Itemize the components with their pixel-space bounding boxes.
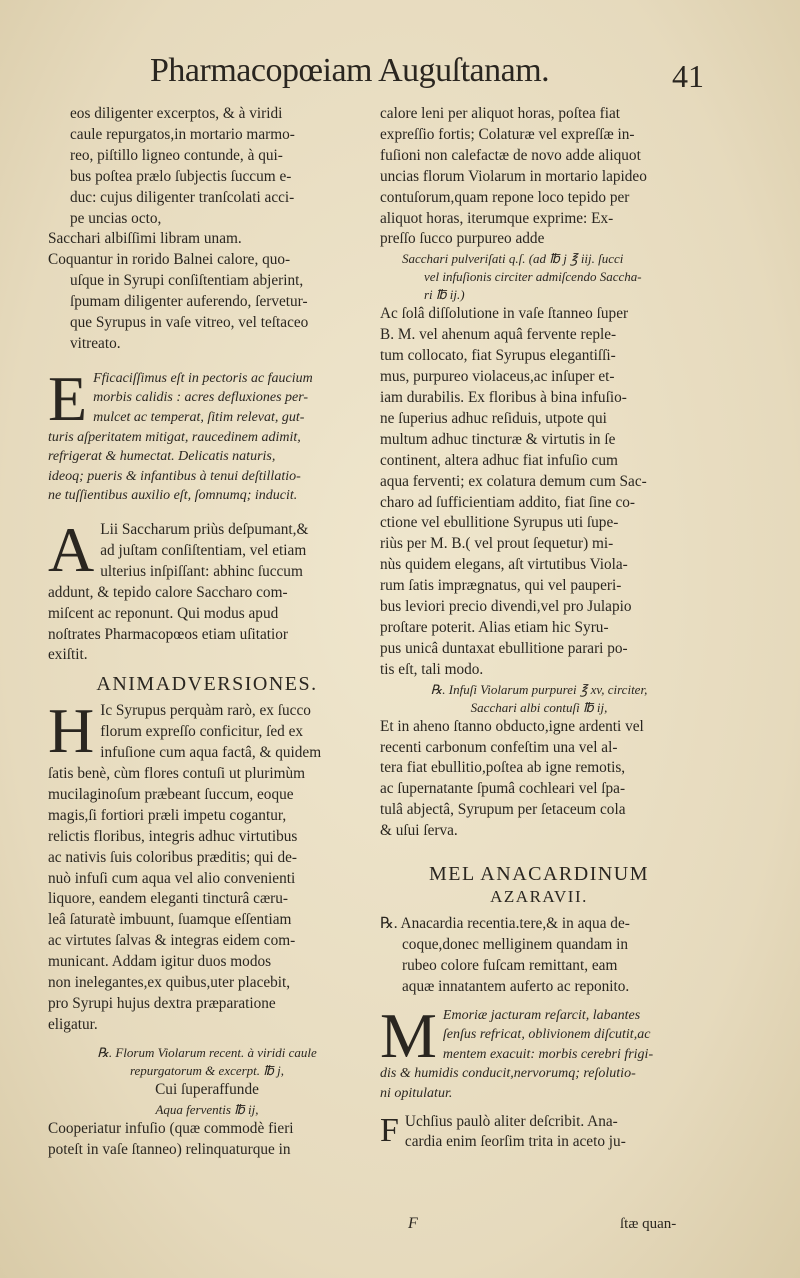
text-line: rum ſatis imprægnatus, qui vel pauperi-	[380, 577, 622, 595]
text-line: Ac ſolâ diſſolutione in vaſe ſtanneo ſuper	[380, 305, 629, 323]
paragraph	[380, 914, 698, 998]
text-line: reo, piſtillo ligneo contunde, à qui-	[70, 146, 283, 164]
text-line: que Syrupus in vaſe vitreo, vel teſtaceo	[70, 314, 309, 332]
running-head: Pharmacopœiam Auguſtanam.	[150, 52, 550, 89]
text-line: B. M. vel ahenum aquâ fervente reple-	[380, 326, 617, 344]
text-line: multum adhuc tincturæ & virtutis in ſe	[380, 430, 616, 448]
text-line: rubeo colore fuſcam remittant, eam	[402, 956, 618, 974]
text-line: Uchſius paulò aliter deſcribit. Ana-	[404, 1112, 618, 1130]
left-column	[48, 104, 366, 1161]
paragraph	[48, 695, 366, 1036]
text-line: uncias florum Violarum in mortario lapideo	[380, 167, 647, 185]
text-line: iam durabilis. Ex floribus à bina infuſio-	[380, 388, 627, 406]
text-line: ac ſupernatante ſpumâ cochleari vel ſpa-	[380, 780, 626, 798]
text-line: mulcet ac temperat, ſitim relevat, gut-	[93, 410, 305, 426]
text-line: florum expreſſo conficitur, ſed ex	[100, 723, 304, 741]
paragraph	[380, 717, 698, 842]
text-line: proſtare poterit. Alias etiam hic Syru-	[380, 618, 609, 636]
paragraph	[380, 1112, 698, 1154]
text-line: charo ad ſufficientiam addito, fiat ſine co-	[380, 493, 635, 511]
text-line: ℞. Florum Violarum recent. à viridi caule	[97, 1044, 317, 1060]
text-line: uſque in Syrupi conſiſtentiam abjerint,	[70, 272, 304, 290]
paragraph	[48, 104, 366, 229]
signature-mark: F	[408, 1215, 418, 1232]
text-line: aqua ferventi; ex colatura demum cum Sac-	[380, 472, 647, 490]
text-line: vel infuſionis circiter admiſcendo Saccha-	[424, 269, 642, 285]
text-line: municant. Addam igitur duos modos	[48, 953, 272, 971]
drop-cap-m: M	[380, 999, 437, 1071]
text-line: dis & humidis conducit,nervorumq; reſolutio-	[380, 1066, 636, 1082]
text-line: pro Syrupi hujus dextra præparatione	[48, 994, 276, 1012]
text-line: tum collocato, fiat Syrupus elegantiſſi-	[380, 347, 616, 365]
text-line: duc: cujus diligenter tranſcolati acci-	[70, 188, 295, 206]
text-line: Fficaciſſimus eſt in pectoris ac faucium	[93, 370, 313, 386]
text-line: relictis floribus, integris adhuc virtutibus	[48, 827, 298, 845]
text-line: ne ſuperius adhuc reſiduis, utpote qui	[380, 409, 607, 427]
page-number: 41	[672, 58, 704, 94]
text-line: turis aſperitatem mitigat, raucedinem adimit,	[48, 429, 301, 445]
paragraph	[380, 104, 698, 250]
text-line: coque,donec melliginem quandam in	[402, 935, 628, 953]
text-line: expreſſio fortis; Colaturæ vel expreſſæ in-	[380, 125, 635, 143]
text-line: nuò infuſi cum aqua vel alio convenienti	[48, 869, 296, 887]
text-line: eos diligenter excerptos, & à viridi	[70, 105, 283, 122]
text-line: pe uncias octo,	[70, 209, 162, 227]
text-line: continent, altera adhuc fiat infuſio cum	[380, 451, 618, 469]
text-line: pus unicâ duntaxat ebullitione parari po-	[380, 639, 628, 657]
recipe	[380, 250, 698, 304]
text-line: ulterius inſpiſſant: abhinc ſuccum	[100, 562, 303, 580]
text-line: caule repurgatos,in mortario marmo-	[70, 125, 295, 143]
paragraph	[48, 229, 366, 354]
text-line: ri ℔ ij.)	[424, 287, 465, 303]
text-line: bus poſtea prælo ſubjectis ſuccum e-	[70, 167, 292, 185]
text-line: Cooperiatur infuſio (quæ commodè fieri	[48, 1119, 294, 1137]
section-heading: MEL ANACARDINUM	[428, 863, 650, 886]
text-line: miſcent ac reponunt. Qui modus apud	[48, 604, 279, 622]
text-line: repurgatorum & excerpt. ℔ j,	[129, 1062, 285, 1078]
text-line: recenti carbonum confeſtim una vel al-	[380, 738, 618, 756]
text-line: Emoriæ jacturam reſarcit, labantes	[442, 1007, 641, 1023]
paragraph	[48, 1119, 366, 1161]
text-line: tera fiat ebullitio,poſtea ab igne remotis,	[380, 759, 626, 777]
section-subheading: AZARAVII.	[490, 887, 588, 906]
text-line: Et in aheno ſtanno obducto,igne ardenti vel	[380, 717, 644, 735]
text-line: ad juſtam conſiſtentiam, vel etiam	[100, 541, 307, 559]
text-line: riùs per M. B.( vel prout ſequetur) mi-	[380, 535, 614, 553]
catchword: ſtæ quan-	[620, 1216, 677, 1232]
text-line: Ic Syrupus perquàm rarò, ex ſucco	[100, 702, 311, 720]
text-line: morbis calidis : acres defluxiones per-	[93, 390, 309, 406]
paragraph	[380, 304, 698, 680]
text-line: ni opitulatur.	[380, 1085, 453, 1101]
drop-cap-h: H	[48, 695, 95, 767]
text-line: ne tuſſientibus auxilio eſt, ſomnumq; inducit.	[48, 488, 298, 504]
text-line: Lii Saccharum priùs deſpumant,&	[100, 521, 309, 539]
virtues-paragraph	[380, 999, 698, 1104]
text-line: ℞. Anacardia recentia.tere,& in aqua de-	[380, 914, 630, 932]
text-line: exiſtit.	[48, 646, 88, 664]
text-line: ℞. Infuſi Violarum purpurei ℥ xv, circiter,	[430, 681, 648, 697]
text-line: ac nativis ſuis coloribus præditis; qui de-	[48, 848, 297, 866]
text-line: leâ ſaturatè imbuunt, ſuamque eſſentiam	[48, 911, 292, 929]
text-line: tis eſt, tali modo.	[380, 660, 484, 678]
text-line: nùs quidem elegans, aſt virtutibus Viola-	[380, 556, 628, 574]
text-line: magis,ſi fortiori præli impetu cogantur,	[48, 806, 287, 824]
text-line: ſatis benè, cùm flores contuſi ut plurimùm	[48, 765, 306, 782]
text-line: aquæ innatantem auferto ac reponito.	[402, 977, 630, 995]
recipe	[48, 1044, 366, 1119]
text-line: Coquantur in rorido Balnei calore, quo-	[48, 251, 291, 269]
paragraph	[48, 514, 366, 666]
text-line: calore leni per aliquot horas, poſtea fiat	[380, 105, 620, 122]
text-line: aliquot horas, iterumque exprime: Ex-	[380, 209, 614, 227]
section-heading: ANIMADVERSIONES.	[96, 673, 318, 696]
text-line: Sacchari pulveriſati q.ſ. (ad ℔ j ℥ iij. ſucci	[402, 251, 624, 267]
text-line: fuſioni non calefactæ de novo adde aliquot	[380, 146, 641, 164]
virtues-paragraph	[48, 362, 366, 506]
text-line: infuſione cum aqua factâ, & quidem	[100, 744, 322, 762]
text-line: ctione vel ebullitione Syrupus uti ſupe-	[380, 514, 619, 532]
text-line: ac virtutes ſalvas & integras eidem com-	[48, 932, 296, 950]
text-line: refrigerat & humectat. Delicatis naturis,	[48, 449, 276, 465]
text-line: non inelegantes,ex quibus,uter placebit,	[48, 974, 291, 992]
text-line: mucilaginoſum præbeant ſuccum, eoque	[48, 785, 294, 803]
text-line: Cui ſuperaffunde	[155, 1080, 259, 1098]
text-line: liquore, eandem eleganti tincturâ cæru-	[48, 890, 288, 908]
text-line: ideoq; pueris & infantibus à tenui deſtillatio-	[48, 468, 301, 484]
text-line: bus leviori precio divendi,vel pro Julapio	[380, 598, 632, 616]
text-line: vitreato.	[70, 334, 121, 352]
text-line: cardia enim ſeorſim trita in aceto ju-	[404, 1133, 626, 1151]
text-line: & uſui ſerva.	[380, 822, 458, 840]
text-line: Sacchari albiſſimi libram unam.	[48, 230, 242, 248]
text-line: mentem exacuit: morbis cerebri frigi-	[442, 1046, 654, 1062]
text-line: noſtrates Pharmacopœos etiam uſitatior	[48, 625, 289, 643]
drop-cap-f: F	[380, 1111, 399, 1149]
drop-cap-e: E	[48, 362, 88, 434]
text-line: preſſo ſucco purpureo adde	[380, 230, 545, 248]
recipe	[380, 681, 698, 717]
right-column	[380, 104, 698, 1153]
text-line: ſpumam diligenter auferendo, ſervetur-	[70, 293, 308, 311]
text-line: ſenſus refricat, oblivionem diſcutit,ac	[442, 1027, 651, 1043]
text-line: contuſorum,quam repone loco tepido per	[380, 188, 630, 206]
text-line: Aqua ferventis ℔ ij,	[155, 1101, 259, 1117]
text-line: mus, purpureo violaceus,ac inſuper et-	[380, 368, 615, 386]
text-line: Sacchari albi contuſi ℔ ij,	[470, 699, 608, 715]
drop-cap-a: A	[48, 514, 95, 586]
text-line: addunt, & tepido calore Saccharo com-	[48, 583, 288, 601]
text-line: poteſt in vaſe ſtanneo) relinquaturque in	[48, 1140, 291, 1158]
text-line: eligatur.	[48, 1015, 98, 1033]
text-line: tulâ abjectâ, Syrupum per ſetaceum cola	[380, 801, 626, 819]
